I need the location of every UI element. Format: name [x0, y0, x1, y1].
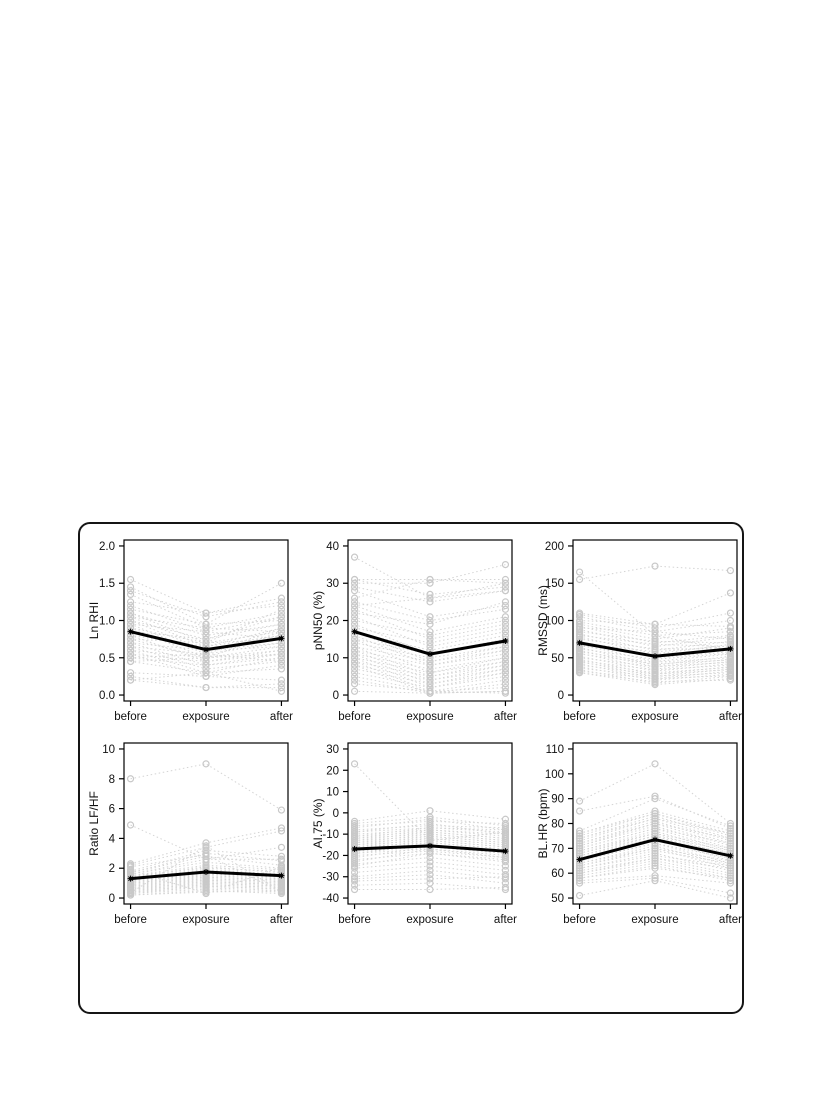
- y-tick-label: 0: [108, 893, 115, 906]
- x-tick-label: before: [114, 711, 147, 723]
- y-tick-label: -20: [322, 850, 339, 863]
- x-tick-label: before: [338, 711, 371, 723]
- x-tick-label: before: [563, 711, 596, 723]
- y-axis-title: BL.HR (bpm): [536, 788, 550, 859]
- y-axis-title: Ratio LF/HF: [87, 791, 101, 856]
- chart-blhr-panel: [521, 731, 742, 943]
- y-tick-label: 40: [326, 540, 339, 553]
- y-tick-label: 30: [326, 743, 339, 756]
- y-tick-label: 4: [108, 833, 115, 846]
- x-tick-label: exposure: [182, 914, 230, 926]
- y-tick-label: -30: [322, 871, 339, 884]
- y-tick-label: 1.5: [99, 578, 115, 591]
- chart-ratio-lfhf-panel: [72, 731, 293, 943]
- x-tick-label: after: [718, 711, 742, 723]
- y-tick-label: 50: [551, 893, 564, 906]
- x-tick-label: before: [338, 914, 371, 926]
- y-tick-label: -10: [322, 829, 339, 842]
- x-tick-label: after: [493, 711, 517, 723]
- y-tick-label: -40: [322, 893, 339, 906]
- y-axis-title: AI.75 (%): [311, 798, 325, 849]
- y-tick-label: 30: [326, 578, 339, 591]
- chart-rmssd-panel: [521, 528, 742, 740]
- y-tick-label: 0: [332, 807, 339, 820]
- y-tick-label: 0: [557, 690, 564, 703]
- chart-pnn50-panel: [296, 528, 517, 740]
- y-tick-label: 2.0: [99, 540, 115, 553]
- y-axis-title: pNN50 (%): [311, 590, 325, 651]
- y-tick-label: 100: [544, 768, 564, 781]
- x-tick-label: after: [269, 711, 293, 723]
- x-tick-label: before: [114, 914, 147, 926]
- y-tick-label: 10: [326, 786, 339, 799]
- x-tick-label: after: [718, 914, 742, 926]
- y-tick-label: 10: [326, 652, 339, 665]
- y-tick-label: 0.0: [99, 690, 115, 703]
- y-tick-label: 80: [551, 818, 564, 831]
- x-tick-label: before: [563, 914, 596, 926]
- y-tick-label: 8: [108, 773, 115, 786]
- y-axis-title: RMSSD (ms): [536, 585, 550, 656]
- x-tick-label: exposure: [406, 914, 454, 926]
- chart-ln-rhi-panel: [72, 528, 293, 740]
- y-tick-label: 100: [544, 615, 564, 628]
- y-tick-label: 1.0: [99, 615, 115, 628]
- y-tick-label: 200: [544, 540, 564, 553]
- x-tick-label: exposure: [182, 711, 230, 723]
- y-tick-label: 0.5: [99, 652, 115, 665]
- y-tick-label: 6: [108, 803, 115, 816]
- y-tick-label: 0: [332, 690, 339, 703]
- y-tick-label: 70: [551, 843, 564, 856]
- y-tick-label: 2: [108, 863, 115, 876]
- y-tick-label: 60: [551, 868, 564, 881]
- figure-frame: [78, 522, 744, 1014]
- x-tick-label: exposure: [631, 711, 679, 723]
- y-tick-label: 20: [326, 765, 339, 778]
- y-tick-label: 50: [551, 652, 564, 665]
- y-tick-label: 90: [551, 793, 564, 806]
- y-tick-label: 150: [544, 578, 564, 591]
- y-tick-label: 110: [545, 743, 564, 756]
- x-tick-label: after: [493, 914, 517, 926]
- chart-ai75-panel: [296, 731, 517, 943]
- x-tick-label: exposure: [631, 914, 679, 926]
- y-tick-label: 10: [102, 743, 115, 756]
- y-tick-label: 20: [326, 615, 339, 628]
- y-axis-title: Ln RHI: [87, 601, 101, 640]
- x-tick-label: exposure: [406, 711, 454, 723]
- x-tick-label: after: [269, 914, 293, 926]
